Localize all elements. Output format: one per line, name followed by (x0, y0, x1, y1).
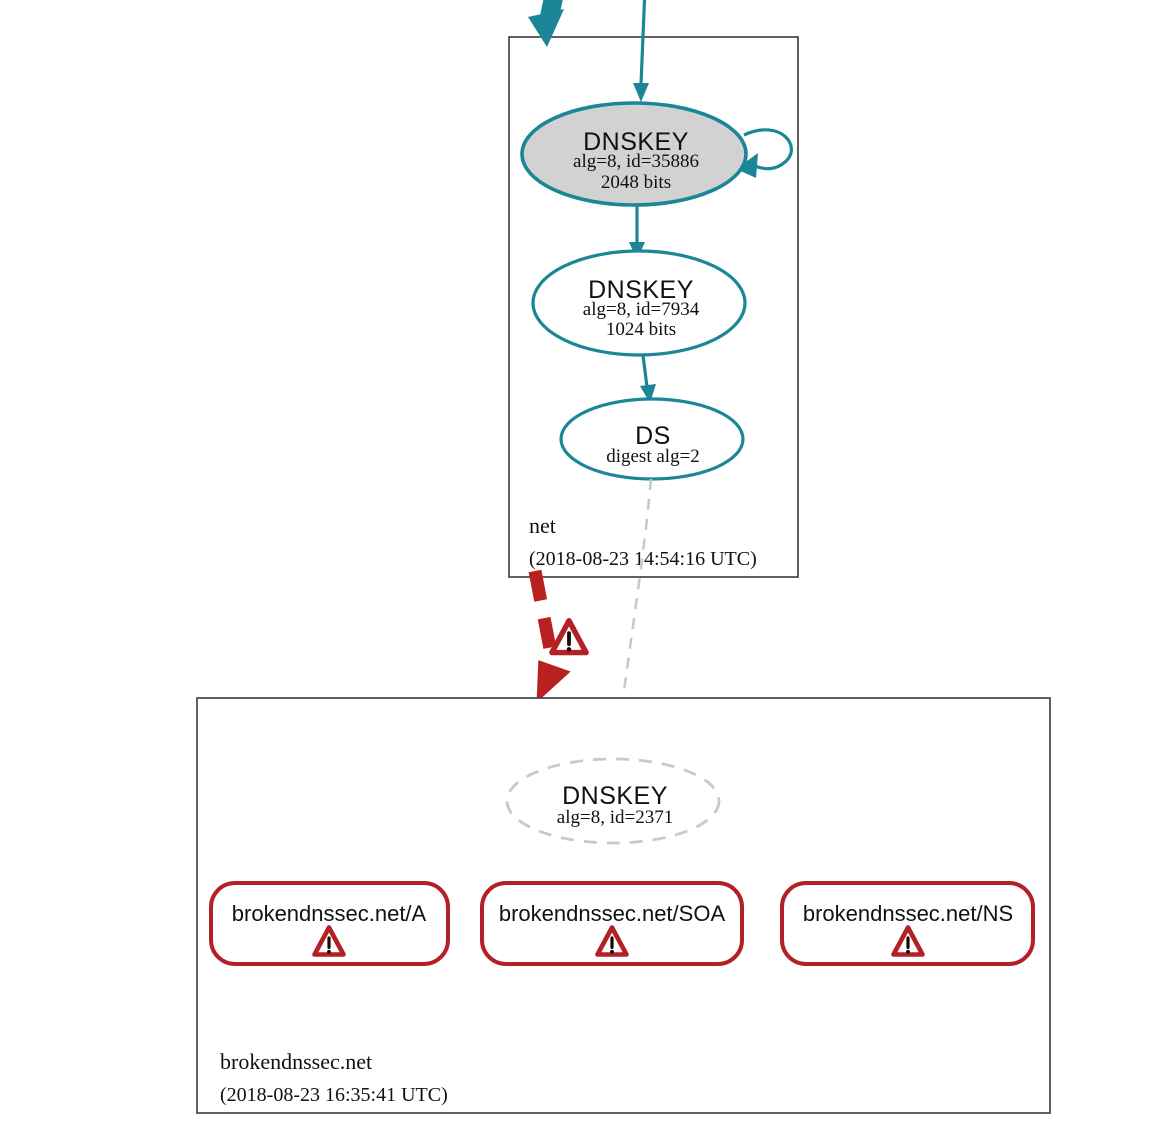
node-label: DNSKEY (588, 276, 694, 304)
node-label: DS (635, 422, 671, 450)
rrset-label: brokendnssec.net/SOA (498, 901, 726, 926)
node-params: digest alg=2 (606, 446, 700, 467)
zone-name-brokendnssec: brokendnssec.net (220, 1049, 373, 1074)
warning-icon[interactable] (552, 621, 586, 653)
node-size: 2048 bits (600, 172, 672, 193)
node-params: alg=8, id=2371 (556, 807, 674, 828)
zone-timestamp-brokendnssec: (2018-08-23 16:35:41 UTC) (220, 1084, 448, 1106)
rrset-label: brokendnssec.net/A (231, 901, 427, 926)
node-size: 1024 bits (605, 319, 677, 340)
node-rrset-ns[interactable] (782, 883, 1033, 964)
node-params: alg=8, id=7934 (582, 299, 700, 320)
zone-name-net: net (529, 513, 556, 538)
node-rrset-a[interactable] (211, 883, 448, 964)
node-broken-dnskey[interactable] (507, 759, 719, 843)
node-label: DNSKEY (583, 128, 689, 156)
node-label: DNSKEY (562, 782, 668, 810)
node-params: alg=8, id=35886 (573, 151, 699, 172)
rrset-label: brokendnssec.net/NS (802, 901, 1014, 926)
node-net-zsk-dnskey[interactable] (533, 251, 745, 355)
node-net-ksk-dnskey[interactable] (522, 103, 746, 205)
node-rrset-soa[interactable] (482, 883, 742, 964)
zone-timestamp-net: (2018-08-23 14:54:16 UTC) (529, 548, 757, 570)
node-net-ds[interactable] (561, 399, 743, 479)
